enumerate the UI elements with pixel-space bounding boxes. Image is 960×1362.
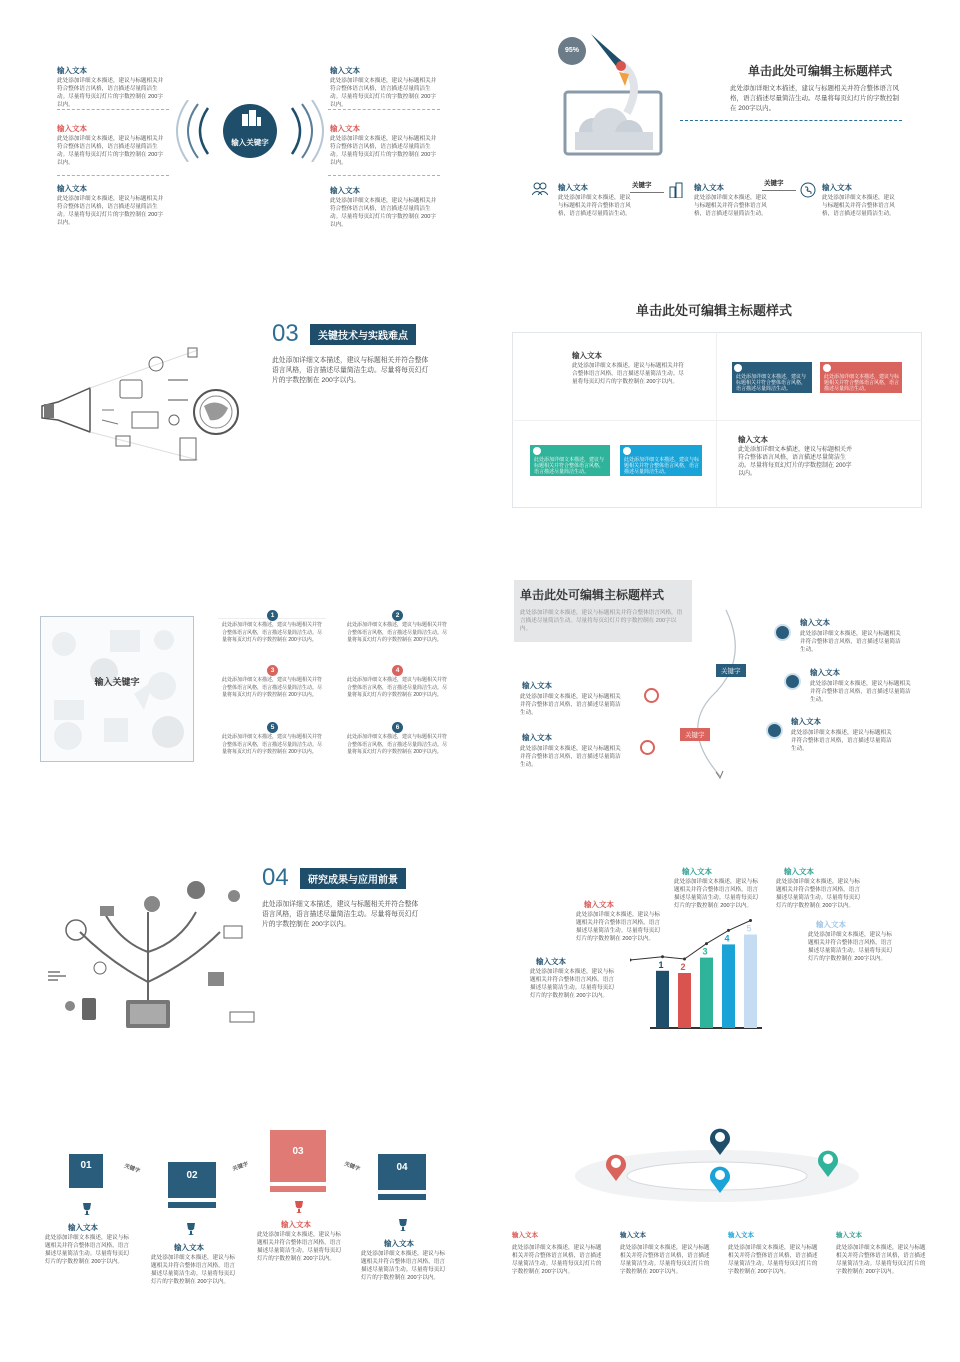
tag-desc: 此处添加详细文本描述，建议与标题相关并符合整体语言风格，语言描述尽量简洁生动。 [736, 374, 807, 392]
item-desc: 此处添加详细文本描述，建议与标题相关并符合整体语言风格，语言描述尽量简洁生动。尽量将每页幻灯片的字数控制在 200字以内。 [151, 1255, 235, 1285]
item-desc: 此处添加详细文本描述，建议与标题相关并符合整体语言风格，语言描述尽量简洁生动。 [791, 730, 892, 752]
step-bar [168, 1202, 216, 1208]
item-desc: 此处添加详细文本描述，建议与标题相关并符合整体语言风格，语言描述尽量简洁生动。尽量将每页幻灯片的字数控制在 200字以内。 [620, 1245, 710, 1275]
item-title: 输入文本 [57, 184, 87, 193]
item-desc: 此处添加详细文本描述，建议与标题相关并符合整体语言风格，语言描述尽量简洁生动。尽量将每页幻灯片的字数控制在 200字以内。 [330, 198, 437, 228]
tag-desc: 此处添加详细文本描述，建议与标题相关并符合整体语言风格，语言描述尽量简洁生动。 [824, 374, 900, 392]
node-icon [766, 722, 783, 739]
item-title: 输入文本 [522, 733, 552, 742]
location-pin-icon [708, 1126, 732, 1156]
step-number: 01 [80, 1160, 92, 1171]
card-desc: 此处添加详细文本描述，建议与标题相关并符合整体语言风格，语言描述尽量简洁生动。尽量将每页幻灯片的字数控制在 200字以内。 [222, 677, 323, 698]
trophy-icon [396, 1218, 410, 1232]
bar-4 [722, 944, 735, 1028]
item-desc: 此处添加详细文本描述，建议与标题相关并符合整体语言风格，语言描述尽量简洁生动。尽量将每页幻灯片的字数控制在 200字以内。 [776, 879, 860, 909]
item-desc: 此处添加详细文本描述，建议与标题相关并符合整体语言风格，语言描述尽量简洁生动。 [520, 694, 621, 716]
frame-divider-h [512, 420, 922, 421]
arrow [762, 190, 796, 191]
divider [328, 175, 440, 176]
item-desc: 此处添加详细文本描述，建议与标题相关并符合整体语言风格，语言描述尽量简洁生动。尽量将每页幻灯片的字数控制在 200字以内。 [57, 136, 164, 166]
card-desc: 此处添加详细文本描述，建议与标题相关并符合整体语言风格，语言描述尽量简洁生动。尽量将每页幻灯片的字数控制在 200字以内。 [222, 734, 323, 755]
item-desc: 此处添加详细文本描述，建议与标题相关并符合整体语言风格，语言描述尽量简洁生动。尽量将每页幻灯片的字数控制在 200字以内。 [57, 196, 164, 226]
slide-3 [20, 300, 480, 550]
keyword-chip: 关键字 [716, 664, 746, 677]
number-badge: 5 [267, 722, 278, 733]
step-number: 04 [396, 1162, 408, 1173]
item-title: 输入文本 [330, 186, 360, 195]
location-pin-icon [816, 1148, 840, 1178]
trend-point [749, 919, 752, 922]
slide-6 [490, 580, 950, 830]
item-desc: 此处添加详细文本描述，建议与标题相关并符合整体语言风格，语言描述尽量简洁生动。 [810, 681, 911, 703]
step-desc: 此处添加详细文本描述，建议与标题相关并符合整体语言风格，语言描述尽量简洁生动。 [558, 195, 631, 217]
card-desc: 此处添加详细文本描述，建议与标题相关并符合整体语言风格，语言描述尽量简洁生动。尽量将每页幻灯片的字数控制在 200字以内。 [347, 677, 448, 698]
step-number: 02 [186, 1170, 198, 1181]
location-pin-icon [708, 1164, 732, 1194]
percent-badge: 95% [558, 37, 586, 65]
slide-10 [490, 1112, 950, 1362]
slide-9 [20, 1112, 480, 1362]
item-title: 输入文本 [816, 920, 846, 929]
step-desc: 此处添加详细文本描述，建议与标题相关并符合整体语言风格，语言描述尽量简洁生动。 [822, 195, 895, 217]
section-number: 04 [262, 864, 289, 891]
item-title: 输入文本 [68, 1223, 98, 1232]
item-desc: 此处添加详细文本描述，建议与标题相关并符合整体语言风格，语言描述尽量简洁生动。 [800, 631, 901, 653]
tag-desc: 此处添加详细文本描述，建议与标题相关并符合整体语言风格，语言描述尽量简洁生动。 [534, 457, 605, 475]
slide-1 [20, 20, 480, 270]
section-desc: 此处添加详细文本描述，建议与标题相关并符合整体语言风格，语言描述尽量简洁生动。尽量将每页幻灯片的字数控制在 200字以内。 [272, 357, 429, 384]
item-title: 输入文本 [620, 1232, 646, 1239]
item-desc: 此处添加详细文本描述，建议与标题相关并符合整体语言风格，语言描述尽量简洁生动。尽量将每页幻灯片的字数控制在 200字以内。 [576, 912, 660, 942]
item-desc: 此处添加详细文本描述，建议与标题相关并符合整体语言风格，语言描述尽量简洁生动。尽量将每页幻灯片的字数控制在 200字以内。 [738, 447, 853, 477]
item-title: 输入文本 [584, 900, 614, 909]
item-desc: 此处添加详细文本描述，建议与标题相关并符合整体语言风格，语言描述尽量简洁生动。尽量将每页幻灯片的字数控制在 200字以内。 [836, 1245, 926, 1275]
item-desc: 此处添加详细文本描述，建议与标题相关并符合整体语言风格，语言描述尽量简洁生动。尽量将每页幻灯片的字数控制在 200字以内。 [257, 1232, 341, 1262]
step-bar [270, 1186, 326, 1192]
tag-desc: 此处添加详细文本描述，建议与标题相关并符合整体语言风格，语言描述尽量简洁生动。 [624, 457, 700, 475]
item-title: 输入文本 [810, 668, 840, 677]
trend-point [630, 959, 632, 962]
item-title: 输入文本 [784, 867, 814, 876]
node-icon [774, 624, 791, 641]
bar-chart [630, 910, 810, 1036]
item-desc: 此处添加详细文本描述，建议与标题相关并符合整体语言风格，语言描述尽量简洁生动。尽量将每页幻灯片的字数控制在 200字以内。 [45, 1235, 129, 1265]
bar-label: 2 [680, 962, 686, 972]
item-title: 输入文本 [572, 351, 602, 360]
users-icon [532, 182, 548, 196]
item-desc: 此处添加详细文本描述，建议与标题相关并符合整体语言风格，语言描述尽量简洁生动。尽量将每页幻灯片的字数控制在 200字以内。 [530, 969, 614, 999]
item-desc: 此处添加详细文本描述，建议与标题相关并符合整体语言风格，语言描述尽量简洁生动。尽量将每页幻灯片的字数控制在 200字以内。 [728, 1245, 818, 1275]
keyword-label: 关键字 [764, 180, 784, 187]
item-title: 输入文本 [174, 1243, 204, 1252]
step-title: 输入文本 [822, 183, 852, 192]
divider [680, 120, 902, 121]
step-bar [69, 1182, 103, 1186]
item-desc: 此处添加详细文本描述，建议与标题相关并符合整体语言风格，语言描述尽量简洁生动。尽量将每页幻灯片的字数控制在 200字以内。 [512, 1245, 602, 1275]
trend-point [683, 958, 686, 961]
number-badge: 3 [267, 665, 278, 676]
bar-label: 3 [702, 946, 708, 957]
technology-tree-illustration [40, 872, 260, 1032]
number-badge: 4 [392, 665, 403, 676]
step-desc: 此处添加详细文本描述，建议与标题相关并符合整体语言风格，语言描述尽量简洁生动。 [694, 195, 767, 217]
tag-dot [823, 364, 831, 372]
number-badge: 2 [392, 610, 403, 621]
building-icon [668, 182, 684, 198]
item-title: 输入文本 [281, 1220, 311, 1229]
item-title: 输入文本 [791, 717, 821, 726]
item-title: 输入文本 [330, 66, 360, 75]
number-badge: 6 [392, 722, 403, 733]
bar-label: 5 [746, 923, 752, 934]
trend-point [705, 942, 708, 945]
divider [57, 175, 169, 176]
target-icon [640, 740, 655, 755]
step-title: 输入文本 [694, 183, 724, 192]
item-desc: 此处添加详细文本描述，建议与标题相关并符合整体语言风格，语言描述尽量简洁生动。尽量将每页幻灯片的字数控制在 200字以内。 [330, 136, 437, 166]
item-title: 输入文本 [57, 66, 87, 75]
item-title: 输入文本 [682, 867, 712, 876]
item-title: 输入文本 [836, 1232, 862, 1239]
keyword-chip: 关键字 [680, 728, 710, 741]
slide-title: 单击此处可编辑主标题样式 [748, 64, 893, 78]
trophy-icon [184, 1222, 198, 1236]
number-badge: 1 [267, 610, 278, 621]
item-desc: 此处添加详细文本描述，建议与标题相关并符合整体语言风格，语言描述尽量简洁生动。尽量将每页幻灯片的字数控制在 200字以内。 [361, 1251, 445, 1281]
item-title: 输入文本 [536, 957, 566, 966]
signal-waves-icon [170, 100, 330, 162]
slide-desc: 此处添加详细文本描述，建议与标题相关并符合整体语言风格，语言描述尽量简洁生动。尽量将每页幻灯片的字数控制在 200字以内。 [730, 85, 899, 112]
divider [328, 109, 440, 110]
slide-4 [490, 300, 950, 550]
item-title: 输入文本 [512, 1232, 538, 1239]
divider [57, 109, 169, 110]
trend-point [727, 929, 730, 932]
slide-title: 单击此处可编辑主标题样式 [520, 588, 665, 602]
card-desc: 此处添加详细文本描述，建议与标题相关并符合整体语言风格，语言描述尽量简洁生动。尽量将每页幻灯片的字数控制在 200字以内。 [347, 622, 448, 643]
card-desc: 此处添加详细文本描述，建议与标题相关并符合整体语言风格，语言描述尽量简洁生动。尽量将每页幻灯片的字数控制在 200字以内。 [347, 734, 448, 755]
slide-8 [490, 850, 950, 1100]
item-desc: 此处添加详细文本描述，建议与标题相关并符合整体语言风格，语言描述尽量简洁生动。尽量将每页幻灯片的字数控制在 200字以内。 [808, 932, 892, 962]
item-desc: 此处添加详细文本描述，建议与标题相关并符合整体语言风格，语言描述尽量简洁生动。尽量将每页幻灯片的字数控制在 200字以内。 [674, 879, 758, 909]
bar-1 [656, 971, 669, 1028]
trend-point [661, 955, 664, 958]
slide-2 [490, 20, 950, 270]
tag-dot [533, 447, 541, 455]
slide-title: 单击此处可编辑主标题样式 [636, 303, 793, 318]
item-title: 输入文本 [738, 435, 768, 444]
item-desc: 此处添加详细文本描述，建议与标题相关并符合整体语言风格，语言描述尽量简洁生动。尽量将每页幻灯片的字数控制在 200字以内。 [330, 78, 437, 108]
slide-7 [20, 850, 480, 1100]
section-desc: 此处添加详细文本描述，建议与标题相关并符合整体语言风格，语言描述尽量简洁生动。尽量将每页幻灯片的字数控制在 200字以内。 [262, 901, 419, 928]
section-heading: 研究成果与应用前景 [300, 868, 406, 889]
item-title: 输入文本 [800, 618, 830, 627]
marketing-megaphone-illustration [38, 340, 248, 470]
item-title: 输入文本 [522, 681, 552, 690]
tag-dot [623, 447, 631, 455]
bar-label: 1 [658, 959, 664, 970]
item-title: 输入文本 [728, 1232, 754, 1239]
item-title: 输入文本 [57, 124, 87, 133]
step-number: 03 [292, 1146, 304, 1157]
bar-label: 4 [724, 933, 730, 944]
step-title: 输入文本 [558, 183, 588, 192]
keyword-label: 关键字 [632, 182, 652, 189]
keyword-label: 关键字 [123, 1163, 141, 1175]
bar-5 [744, 935, 757, 1029]
trophy-icon [292, 1200, 306, 1214]
center-keyword: 输入关键字 [94, 677, 140, 687]
item-title: 输入文本 [330, 124, 360, 133]
tag-dot [734, 364, 742, 372]
card-desc: 此处添加详细文本描述，建议与标题相关并符合整体语言风格，语言描述尽量简洁生动。尽量将每页幻灯片的字数控制在 200字以内。 [222, 622, 323, 643]
section-number: 03 [272, 320, 299, 347]
arrow [630, 192, 664, 193]
bar-2 [678, 973, 691, 1028]
item-title: 输入文本 [384, 1239, 414, 1248]
step-bar [378, 1194, 426, 1200]
node-icon [784, 673, 801, 690]
center-keyword: 输入关键字 [231, 138, 269, 147]
slide-5 [20, 580, 480, 830]
keyword-label: 关键字 [343, 1161, 361, 1173]
bar-3 [700, 958, 713, 1028]
phone-icon [800, 182, 816, 198]
location-pin-icon [604, 1152, 628, 1182]
target-icon [644, 688, 659, 703]
trophy-icon [80, 1202, 94, 1216]
item-desc: 此处添加详细文本描述，建议与标题相关并符合整体语言风格，语言描述尽量简洁生动。尽量将每页幻灯片的字数控制在 200字以内。 [57, 78, 164, 108]
slide-desc: 此处添加详细文本描述，建议与标题相关并符合整体语言风格，语言描述尽量简洁生动。尽量将每页幻灯片的字数控制在 200字以内。 [520, 610, 683, 632]
item-desc: 此处添加详细文本描述，建议与标题相关并符合整体语言风格，语言描述尽量简洁生动。 [520, 746, 621, 768]
section-heading: 关键技术与实践难点 [310, 324, 416, 345]
item-desc: 此处添加详细文本描述，建议与标题相关并符合整体语言风格，语言描述尽量简洁生动。尽量将每页幻灯片的字数控制在 200字以内。 [572, 363, 684, 385]
doodle-pattern [44, 620, 190, 758]
keyword-label: 关键字 [231, 1161, 250, 1173]
